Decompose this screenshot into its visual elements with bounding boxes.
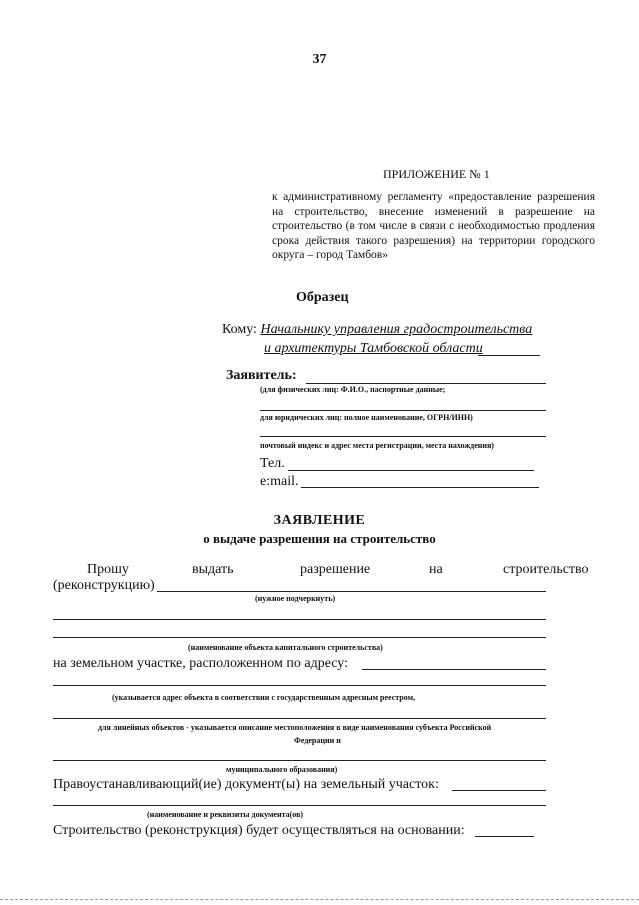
- object-line-2[interactable]: [53, 637, 546, 638]
- hint-underline: (нужное подчеркнуть): [255, 594, 336, 603]
- address-line-4[interactable]: [53, 760, 546, 761]
- addressee-line-1: Начальнику управления градостроительства: [260, 322, 533, 337]
- phone-label: Тел.: [260, 456, 285, 471]
- title-docs-line-2[interactable]: [53, 805, 546, 806]
- addressee-block: [222, 322, 532, 338]
- applicant-line-1: [306, 383, 546, 384]
- appendix-text: к административному регламенту «предоставление разрешения на строительство, внесение изменений в разрешение на строительство (в том числе в связи с необходимостью продления срока действия такого разрешения) на территории городского округа – город Тамбов»: [272, 191, 595, 262]
- request-line-2: (реконструкцию): [53, 578, 155, 593]
- request-word-2: выдать: [192, 562, 234, 577]
- hint-object: (наименование объекта капитального строительства): [188, 643, 383, 652]
- request-word-4: на: [429, 562, 443, 577]
- hint-address: почтовый индекс и адрес места регистрации, места нахождения): [260, 441, 494, 450]
- page-number: 37: [312, 52, 327, 67]
- land-plot-address-field[interactable]: [362, 669, 546, 670]
- construction-type-field[interactable]: [157, 591, 546, 592]
- address-line-3[interactable]: [53, 718, 546, 719]
- address-line-2[interactable]: [53, 685, 546, 686]
- basis-field[interactable]: [475, 836, 534, 837]
- request-word-3: разрешение: [300, 562, 371, 577]
- addressee-underline: [478, 355, 540, 356]
- hint-municipal: муниципального образования): [226, 765, 338, 774]
- basis-label: Строительство (реконструкция) будет осуществляться на основании:: [53, 823, 465, 838]
- request-word-5: строительство: [503, 562, 589, 577]
- title-docs-field[interactable]: [452, 790, 546, 791]
- title-docs-label: Правоустанавливающий(ие) документ(ы) на земельный участок:: [53, 777, 439, 792]
- hint-legal: для юридических лиц: полное наименование, ОГРН/ИНН): [260, 413, 473, 422]
- hint-linear-2: Федерации и: [294, 736, 341, 745]
- addressee-line-2-wrap: [264, 339, 483, 357]
- scan-edge: [0, 899, 639, 900]
- hint-docs: (наименование и реквизиты документа(ов): [147, 810, 304, 819]
- phone-field[interactable]: [288, 470, 534, 471]
- applicant-line-2: [260, 410, 546, 411]
- addressee-label: Кому:: [222, 322, 257, 337]
- applicant-label: Заявитель:: [226, 368, 297, 383]
- document-title: ЗАЯВЛЕНИЕ: [273, 513, 366, 528]
- land-plot-label: на земельном участке, расположенном по адресу:: [53, 656, 349, 671]
- request-word-1: Прошу: [87, 562, 129, 577]
- email-label: e:mail.: [260, 474, 299, 489]
- document-subtitle: о выдаче разрешения на строительство: [203, 531, 436, 546]
- hint-address-registry: (указывается адрес объекта в соответствии с государственным адресным реестром,: [112, 693, 416, 702]
- hint-individual: (для физических лиц: Ф.И.О., паспортные данные;: [260, 385, 446, 394]
- applicant-line-3: [260, 436, 546, 437]
- hint-linear-1: для линейных объектов - указывается описание местоположения в виде наименования субъекта Российской: [98, 723, 492, 732]
- email-field[interactable]: [301, 487, 539, 488]
- addressee-line-2: и архитектуры Тамбовской области: [264, 341, 483, 356]
- appendix-title: ПРИЛОЖЕНИЕ № 1: [383, 167, 490, 181]
- sample-label: Образец: [296, 290, 349, 305]
- object-line-1[interactable]: [53, 619, 546, 620]
